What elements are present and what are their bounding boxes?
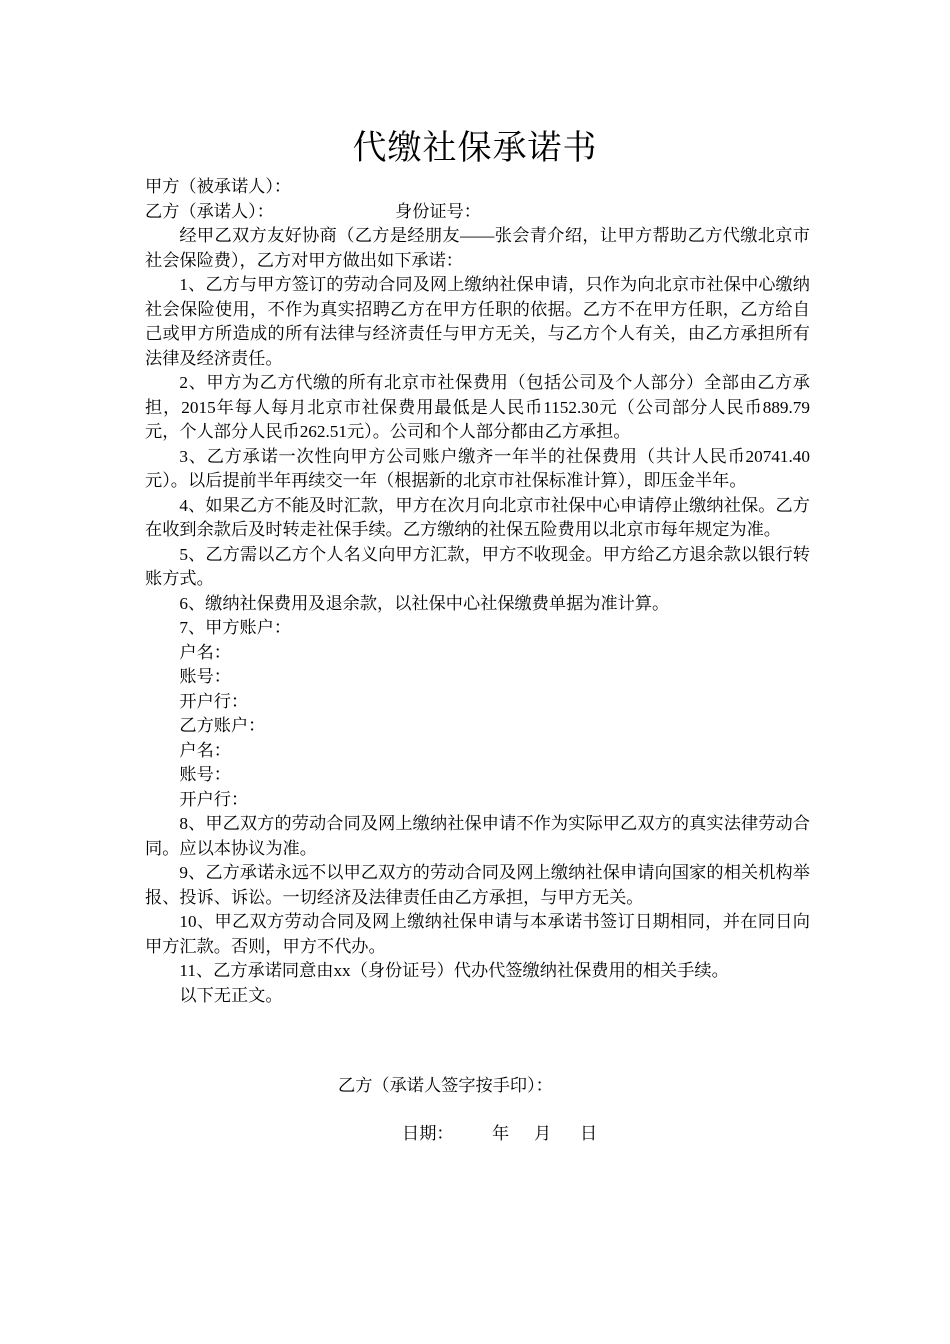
clause-7: 7、甲方账户： <box>179 618 292 637</box>
party-a-account-bank: 开户行： <box>179 691 249 711</box>
date-line <box>402 1122 597 1146</box>
party-a-account-number: 账号： <box>179 667 231 686</box>
clause-6: 6、缴纳社保费用及退余款，以社保中心社保缴费单据为准计算。 <box>179 593 670 613</box>
closing-note: 以下无正文。 <box>179 985 283 1005</box>
clause-4: 4、如果乙方不能及时汇款，甲方在次月向北京市社保中心申请停止缴纳社保。乙方在收到余款后及时转走社保手续。乙方缴纳的社保五险费用以北京市每年规定为准。 <box>145 495 810 539</box>
party-a-account-name: 户名： <box>179 642 231 662</box>
clause-1: 1、乙方与甲方签订的劳动合同及网上缴纳社保申请，只作为向北京市社保中心缴纳社会保险使用，不作为真实招聘乙方在甲方任职的依据。乙方不在甲方任职，乙方给自己或甲方所造成的所有法律与经济责任与甲方无关，与乙方个人有关，由乙方承担所有法律及经济责任。 <box>145 275 810 368</box>
party-b-account-name: 户名： <box>179 740 231 760</box>
party-b-account-number: 账号： <box>179 765 231 784</box>
date-label: 日期： <box>402 1124 454 1143</box>
party-b-line <box>145 200 810 225</box>
document-body <box>145 175 810 1008</box>
clause-11: 11、乙方承诺同意由xx（身份证号）代办代签缴纳社保费用的相关手续。 <box>179 961 729 980</box>
party-b-account-bank: 开户行： <box>179 789 249 809</box>
date-year: 年 <box>492 1124 510 1143</box>
party-a-label: 甲方（被承诺人）： <box>145 177 292 196</box>
intro-paragraph: 经甲乙双方友好协商（乙方是经朋友——张会青介绍，让甲方帮助乙方代缴北京市社会保险费），乙方对甲方做出如下承诺： <box>145 226 810 270</box>
party-b-account-heading: 乙方账户： <box>179 716 266 735</box>
document-title: 代缴社保承诺书 <box>352 130 598 167</box>
clause-9: 9、乙方承诺永远不以甲乙双方的劳动合同及网上缴纳社保申请向国家的相关机构举报、投诉、诉讼。一切经济及法律责任由乙方承担，与甲方无关。 <box>145 863 810 907</box>
clause-10: 10、甲乙双方劳动合同及网上缴纳社保申请与本承诺书签订日期相同，并在同日向甲方汇款。否则，甲方不代办。 <box>145 912 810 956</box>
date-month: 月 <box>534 1124 552 1143</box>
party-a-line <box>145 175 810 200</box>
id-number-label: 身份证号： <box>395 201 481 221</box>
party-b-label: 乙方（承诺人）： <box>145 201 274 221</box>
clause-8: 8、甲乙双方的劳动合同及网上缴纳社保申请不作为实际甲乙双方的真实法律劳动合同。应以本协议为准。 <box>145 814 810 858</box>
date-day: 日 <box>580 1124 598 1143</box>
clause-3: 3、乙方承诺一次性向甲方公司账户缴齐一年半的社保费用（共计人民币20741.40元）。以后提前半年再续交一年（根据新的北京市社保标准计算），即压金半年。 <box>145 446 810 490</box>
clause-2: 2、甲方为乙方代缴的所有北京市社保费用（包括公司及个人部分）全部由乙方承担，2015年每人每月北京市社保费用最低是人民币1152.30元（公司部分人民币889.79元，个人部分人民币262.51元）。公司和个人部分都由乙方承担。 <box>145 373 810 441</box>
clause-5: 5、乙方需以乙方个人名义向甲方汇款，甲方不收现金。甲方给乙方退余款以银行转账方式。 <box>145 544 810 588</box>
signature-line: 乙方（承诺人签字按手印）： <box>338 1076 553 1095</box>
